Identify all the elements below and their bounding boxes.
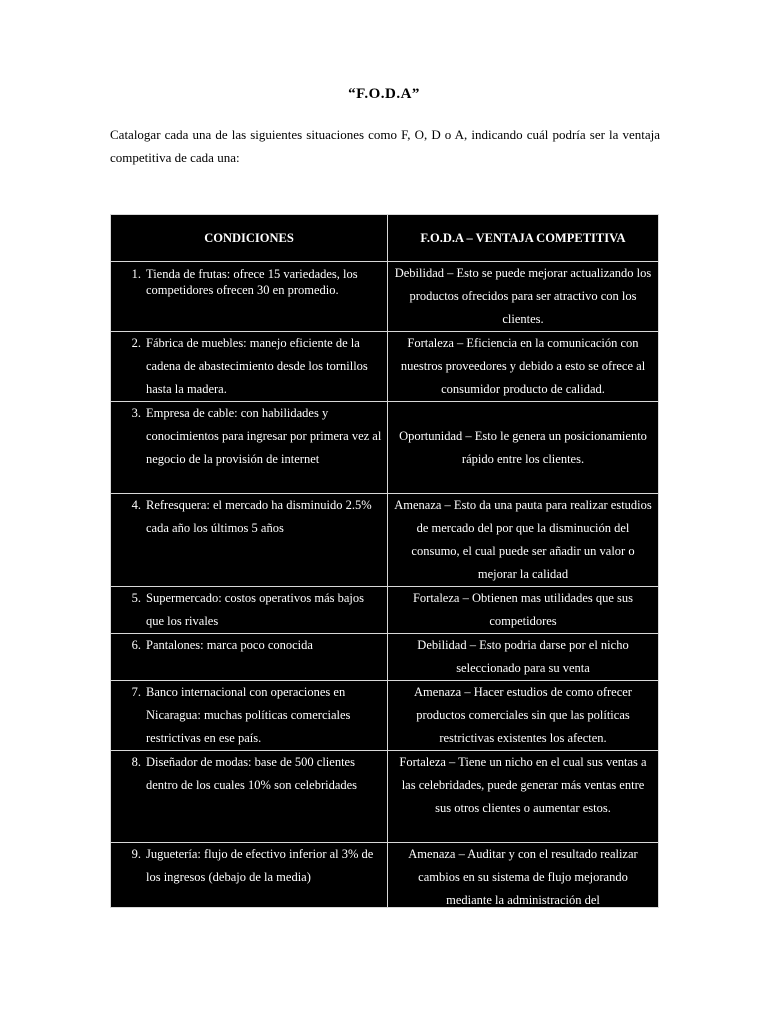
intro-paragraph: Catalogar cada una de las siguientes situaciones como F, O, D o A, indicando cuál podría ser la ventaja competitiva de cada una: (110, 127, 660, 165)
answer-cell (388, 843, 659, 908)
condition-text: Diseñador de modas: base de 500 clientes dentro de los cuales 10% son celebridades (146, 755, 358, 792)
row-number: 9. (131, 847, 141, 861)
condition-text: Supermercado: costos operativos más bajos que los rivales (146, 591, 365, 628)
condition-cell (111, 634, 388, 681)
condition-cell (111, 262, 388, 332)
condition-cell (111, 494, 388, 587)
row-number: 6. (131, 638, 141, 652)
table-row (111, 402, 659, 494)
foda-table (110, 214, 659, 908)
table-row (111, 843, 659, 908)
condition-text: Juguetería: flujo de efectivo inferior al 3% de los ingresos (debajo de la media) (146, 847, 374, 884)
table-row (111, 587, 659, 634)
answer-text: Debilidad – Esto podria darse por el nicho seleccionado para su venta (417, 638, 629, 675)
condition-cell (111, 332, 388, 402)
row-number: 2. (131, 336, 141, 350)
answer-text: Debilidad – Esto se puede mejorar actualizando los productos ofrecidos para ser atractivo con los clientes. (394, 266, 652, 326)
row-number: 3. (131, 406, 141, 420)
answer-cell (388, 262, 659, 332)
table-row (111, 681, 659, 751)
table-row (111, 332, 659, 402)
answer-text: Fortaleza – Obtienen mas utilidades que sus competidores (412, 591, 634, 628)
condition-text: Tienda de frutas: ofrece 15 variedades, los competidores ofrecen 30 en promedio. (146, 267, 358, 297)
header-condiciones: CONDICIONES (111, 215, 388, 262)
answer-cell (388, 751, 659, 843)
condition-text: Banco internacional con operaciones en Nicaragua: muchas políticas comerciales restrictivas en ese país. (146, 685, 351, 745)
row-number: 8. (131, 755, 141, 769)
answer-cell (388, 681, 659, 751)
row-number: 5. (131, 591, 141, 605)
answer-text: Fortaleza – Tiene un nicho en el cual sus ventas a las celebridades, puede generar más ventas entre sus otros clientes o aumentar estos. (399, 755, 647, 815)
answer-text: Amenaza – Esto da una pauta para realizar estudios de mercado del por que la disminución del consumo, el cual puede ser añadir un valor o mejorar la calidad (394, 498, 652, 581)
header-foda: F.O.D.A – VENTAJA COMPETITIVA (388, 215, 659, 262)
condition-text: Fábrica de muebles: manejo eficiente de la cadena de abastecimiento desde los tornillos hasta la madera. (146, 336, 368, 396)
answer-cell (388, 402, 659, 494)
condition-cell (111, 751, 388, 843)
answer-cell (388, 332, 659, 402)
row-number: 7. (131, 685, 141, 699)
table-row (111, 494, 659, 587)
table-row (111, 634, 659, 681)
table-row (111, 751, 659, 843)
answer-text: Amenaza – Hacer estudios de como ofrecer productos comerciales sin que las políticas restrictivas existentes los afecten. (414, 685, 632, 745)
condition-cell (111, 402, 388, 494)
condition-text: Empresa de cable: con habilidades y conocimientos para ingresar por primera vez al negocio de la provisión de internet (146, 406, 382, 466)
row-number: 1. (131, 267, 141, 281)
answer-cell (388, 587, 659, 634)
answer-text: Oportunidad – Esto le genera un posicionamiento rápido entre los clientes. (399, 428, 647, 466)
table-row (111, 262, 659, 332)
condition-text: Refresquera: el mercado ha disminuido 2.5% cada año los últimos 5 años (146, 498, 372, 535)
condition-cell (111, 681, 388, 751)
condition-text: Pantalones: marca poco conocida (146, 638, 313, 652)
condition-cell (111, 587, 388, 634)
table-header-row (111, 215, 659, 262)
page-title: “F.O.D.A” (348, 86, 420, 102)
answer-text: Amenaza – Auditar y con el resultado realizar cambios en su sistema de flujo mejorando mediante la administración del (408, 847, 638, 907)
row-number: 4. (131, 498, 141, 512)
answer-text: Fortaleza – Eficiencia en la comunicación con nuestros proveedores y debido a esto se ofrece al consumidor producto de calidad. (400, 336, 646, 396)
answer-cell (388, 634, 659, 681)
answer-cell (388, 494, 659, 587)
condition-cell (111, 843, 388, 908)
